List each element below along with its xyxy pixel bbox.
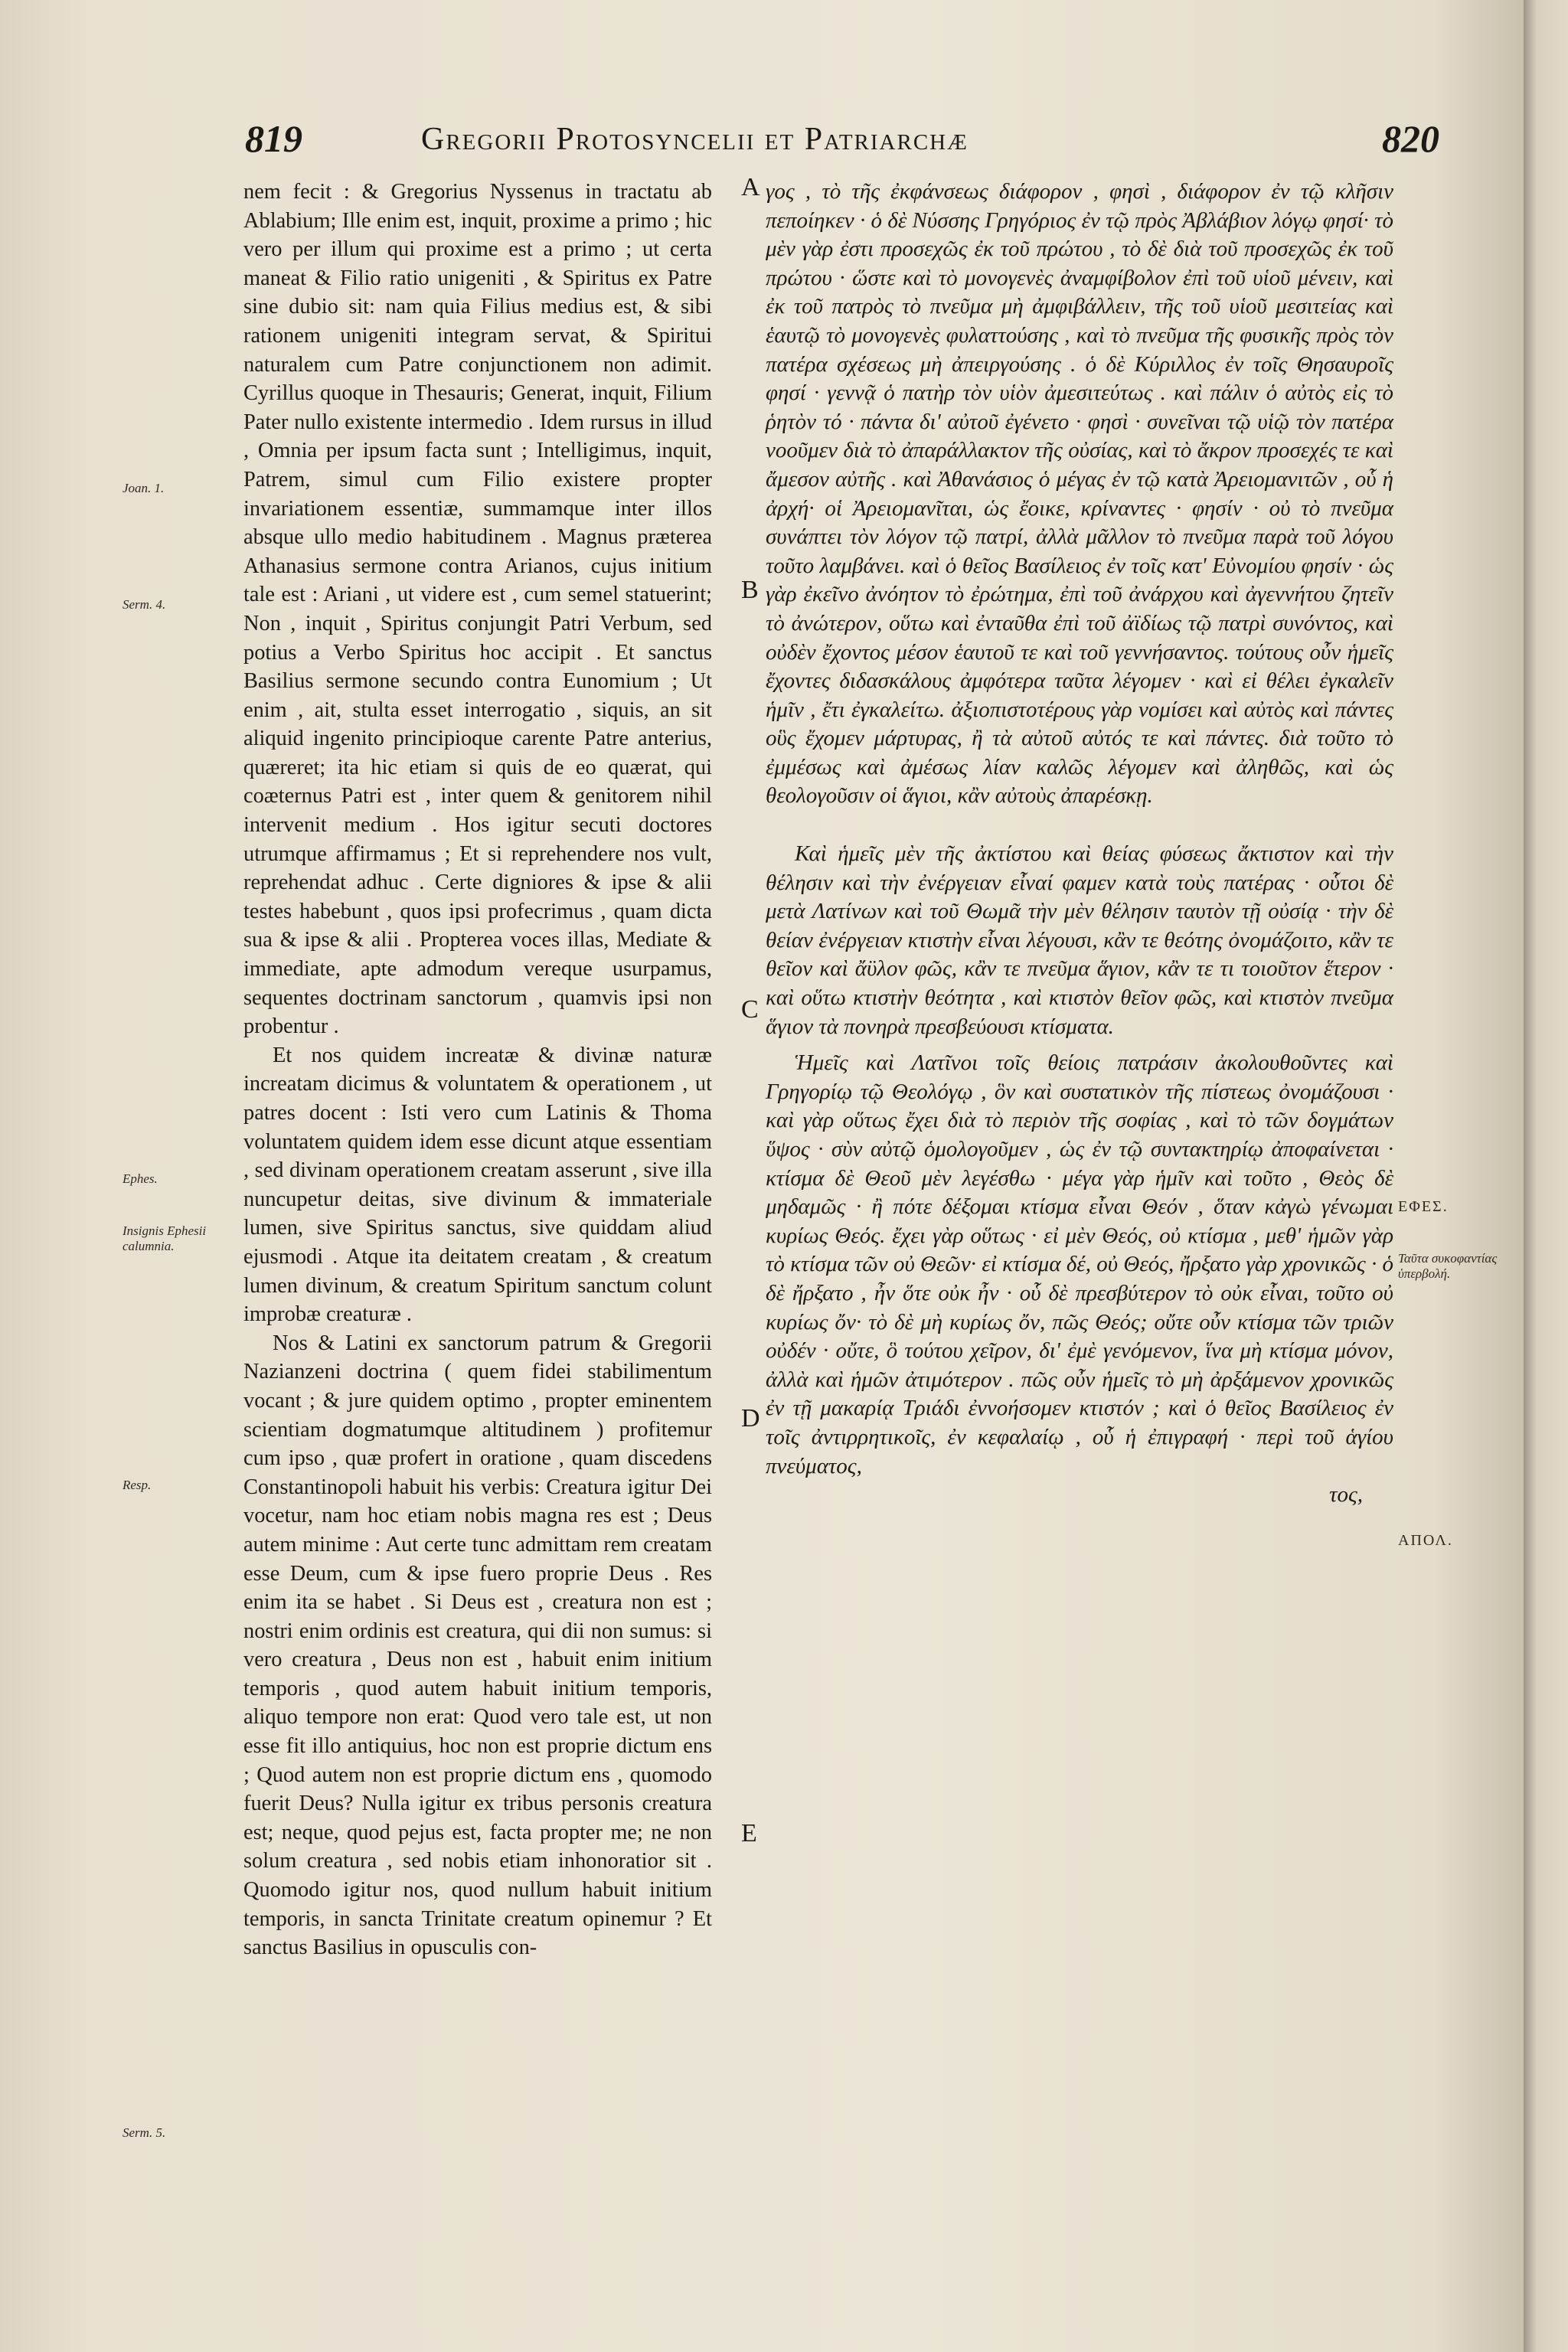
latin-paragraph: Et nos quidem increatæ & divinæ naturæ increatam dicimus & voluntatem & operationem , ut patres docent : Isti vero cum Latinis & Thoma voluntatem quidem idem esse dicunt atque essentiam , sed divinam operationem creatam asserunt , sive illa nuncupetur deitas, sive divinum & immateriale lumen, sive Spiritus sanctus, sive quiddam aliud ejusmodi . Atque ita deitatem creatam , & creatum lumen divinum, & creatum Spiritum sanctum colunt improbæ creaturæ .: [243, 1043, 712, 1327]
latin-column: [243, 178, 712, 1962]
margin-note-resp: Resp.: [122, 1478, 152, 1492]
section-letter-b: B: [741, 576, 759, 604]
section-letter-e: E: [741, 1819, 757, 1847]
margin-note-serm-5: Serm. 5.: [122, 2125, 166, 2140]
section-letter-c: C: [741, 995, 759, 1024]
latin-paragraph: nem fecit : & Gregorius Nyssenus in tractatu ab Ablabium; Ille enim est, inquit, proxime a primo ; hic vero per illum qui proxime est a primo ; ut certa maneat & Filio ratio unigeniti , & Spiritus ex Patre sine dubio sit: nam quia Filius medius est, & sibi rationem unigeniti integram servat, & Spiritui naturalem cum Patre conjunctionem non adimit. Cyrillus quoque in Thesauris; Generat, inquit, Filium Pater nullo existente intermedio . Idem rursus in illud , Omnia per ipsum facta sunt ; Intelligimus, inquit, Patrem, simul cum Filio existere propter invariationem essentiæ, summamque inter illos absque ullo medio habitudinem . Magnus præterea Athanasius sermone contra Arianos, cujus initium tale est : Ariani , ut videre est , cum semel statuerint; Non , inquit , Spiritus conjungit Patri Verbum, sed potius a Verbo Spiritus hoc accipit . Et sanctus Basilius sermone secundo contra Eunomium ; Ut enim , ait, stulta esset interrogatio , siquis, an sit aliquid ingenito principioque carente Patre anterius, quæreret; ita hic etiam si quis de eo quærat, qui coæternus Patri est , inter quem & genitorem nihil intervenit medium . Hos igitur secuti doctores utrumque affirmamus ; Et si reprehendere nos vult, reprehendat adhuc . Certe digniores & ipse & alii testes habebunt , quos ipsi profecrimus , quam dicta sua & ipse & alii . Propterea voces illas, Mediate & immediate, apte admodum vereque usurpamus, sequentes doctrinam sanctorum , quamvis ipsi non probentur .: [243, 180, 712, 1039]
greek-paragraph: Ἡμεῖς καὶ Λατῖνοι τοῖς θείοις πατράσιν ἀκολουθοῦντες καὶ Γρηγορίῳ τῷ Θεολόγῳ , ὃν καὶ συστατικὸν τῆς πίστεως ὀνομάζουσι · καὶ γὰρ οὕτως ἔχει διὰ τὸ περιὸν τῆς σοφίας , καὶ τὸ τῶν δογμάτων ὕψος · σὺν αὐτῷ ὁμολογοῦμεν , ὡς ἐν τῷ συντακτηρίῳ ἀποφαίνεται · κτίσμα δὲ Θεοῦ μὲν λεγέσθω · μέγα γὰρ ἡμῖν καὶ τοῦτο , Θεὸς δὲ μηδαμῶς · ἢ πότε δέξομαι κτίσμα εἶναι Θεόν , ὅταν κἀγὼ γένωμαι κυρίως Θεός. ἔχει γὰρ οὕτως · εἰ μὲν Θεός, οὐ κτίσμα , μεθ' ἡμῶν γὰρ τὸ κτίσμα τῶν οὐ Θεῶν· εἰ κτίσμα δέ, οὐ Θεός, ἤρξατο γὰρ χρονικῶς · ὁ δὲ ἤρξατο , ἦν ὅτε οὐκ ἦν · οὗ δὲ πρεσβύτερον τὸ οὐκ εἶναι, τοῦτο οὐ κυρίως ὄν· τὸ δὲ μὴ κυρίως ὄν, πῶς Θεός; οὔτε οὖν κτίσμα τῶν τριῶν οὐδέν · οὔτε, ὃ τούτου χεῖρον, δι' ἐμὲ γενόμενον, ἵνα μὴ κτίσμα μόνον, ἀλλὰ καὶ ἡμῶν ἀτιμότερον . πῶς οὖν ἡμεῖς τὸ μὴ ἀρξάμενον χρονικῶς ἐν τῇ μακαρίᾳ Τριάδι ἐννοήσομεν κτιστόν ; καὶ ὁ θεῖος Βασίλειος ἐν τοῖς ἀντιρρητικοῖς, ἐν κεφαλαίῳ , οὗ ἡ ἐπιγραφή · περὶ τοῦ ἁγίου πνεύματος,: [766, 1050, 1393, 1478]
margin-note-greek: Ταῦτα συκοφαντίας ὑπερβολή.: [1398, 1251, 1498, 1281]
margin-note-insignis: Insignis Ephesii calumnia.: [122, 1223, 207, 1253]
page-header: [245, 116, 1439, 170]
latin-paragraph: Nos & Latini ex sanctorum patrum & Gregorii Nazianzeni doctrina ( quem fidei stabilimentum vocant ; & jure quidem optimo , propter eminentem scientiam dogmatumque altitudinem ) profitemur cum ipso , quæ profert in oratione , quam discedens Constantinopoli habuit his verbis: Creatura igitur Dei vocetur, nam hoc etiam nobis magna res est ; Deus autem minime : Aut certe tunc admittam rem creatam esse Deum, cum & ipse fuero proprie Deus . Res enim ita se habet . Si Deus est , creatura non est ; nostri enim ordinis est creatura, qui dii non sumus: si vero creatura , Deus non est , habuit enim initium temporis , quod autem habuit initium temporis, aliquo tempore non erat: Quod vero tale est, ut non esse fit illo antiquius, hoc non est proprie dictum ens ; Quod autem non est proprie dictum ens , quomodo fuerit Deus? Nulla igitur ex tribus personis creatura est; neque, quod pejus est, facta propter me; ne non solum creatura , sed nobis etiam inhonoratior sit . Quomodo igitur nos, quod nullum habuit initium temporis, in sancta Trinitate creatum opinemur ? Et sanctus Basilius in opusculis con-: [243, 1331, 712, 1960]
greek-paragraph: Καὶ ἡμεῖς μὲν τῆς ἀκτίστου καὶ θείας φύσεως ἄκτιστον καὶ τὴν θέλησιν καὶ τὴν ἐνέργειαν εἶναί φαμεν κατὰ τοὺς πατέρας · οὗτοι δὲ μετὰ Λατίνων καὶ τοῦ Θωμᾶ τὴν μὲν θέλησιν ταυτὸν τῇ οὐσίᾳ · τὴν δὲ θείαν ἐνέργειαν κτιστὴν εἶναι λέγουσι, κἂν τε θεότης ὀνομάζοιτο, κἂν τε θεῖον καὶ ἄϋλον φῶς, κἂν τε πνεῦμα ἅγιον, κἂν τε τι τοιοῦτον ἕτερον · καὶ οὕτω κτιστὴν θεότητα , καὶ κτιστὸν θεῖον φῶς, καὶ κτιστὸν πνεῦμα ἅγιον τὰ πονηρὰ πρεσβεύουσι κτίσματα.: [766, 841, 1393, 1039]
margin-note-apol: ΑΠΟΛ.: [1398, 1532, 1453, 1549]
margin-note-serm: Serm. 4.: [122, 597, 166, 612]
running-title: Gregorii Protosyncelii et Patriarchæ: [421, 122, 969, 157]
greek-paragraph: γος , τὸ τῆς ἐκφάνσεως διάφορον , φησὶ , διάφορον ἐν τῷ κλῆσιν πεποίηκεν · ὁ δὲ Νύσσης Γρηγόριος ἐν τῷ πρὸς Ἀβλάβιον λόγῳ φησί· τὸ μὲν γὰρ ἐστι προσεχῶς ἐκ τοῦ πρώτου , τὸ δὲ διὰ τοῦ προσεχῶς ἐκ τοῦ πρώτου · ὥστε καὶ τὸ μονογενὲς ἀναμφίβολον ἐπὶ τοῦ υἱοῦ μένειν, καὶ ἐκ τοῦ πατρὸς τὸ πνεῦμα μὴ ἀμφιβάλλειν, τῆς τοῦ υἱοῦ μεσιτείας καὶ ἑαυτῷ τὸ μονογενὲς φυλαττούσης , καὶ τὸ πνεῦμα τῆς φυσικῆς πρὸς τὸν πατέρα σχέσεως μὴ ἀπειργούσης . ὁ δὲ Κύριλλος ἐν τοῖς Θησαυροῖς φησί · γεννᾷ ὁ πατὴρ τὸν υἱὸν ἀμεσιτεύτως . καὶ πάλιν ὁ αὐτὸς εἰς τὸ ῥητὸν τό · πάντα δι' αὐτοῦ ἐγένετο · φησὶ · συνεῖναι τῷ υἱῷ τὸν πατέρα νοοῦμεν διὰ τὸ ἀπαράλλακτον τῆς οὐσίας, καὶ τὸ ἄκρον προσεχές τε καὶ ἄμεσον αὐτῆς . καὶ Ἀθανάσιος ὁ μέγας ἐν τῷ κατὰ Ἀρειομανιτῶν , οὗ ἡ ἀρχή· οἱ Ἀρειομανῖται, ὡς ἔοικε, κρίναντες · φησίν · οὐ τὸ πνεῦμα συνάπτει τὸν λόγον τῷ πατρί, ἀλλὰ μᾶλλον τὸ πνεῦμα παρὰ τοῦ λόγου τοῦτο λαμβάνει. καὶ ὁ θεῖος Βασίλειος ἐν τοῖς κατ' Εὐνομίου φησίν · ὡς γὰρ ἐκεῖνο ἀνόητον τὸ ἐρώτημα, ἐπὶ τοῦ ἀνάρχου καὶ ἀγεννήτου ζητεῖν τὸ ἀνώτερον, οὕτω καὶ ἐνταῦθα ἐπὶ τοῦ ἀϊδίως τῷ πατρὶ συνόντος, καὶ οὐδὲν ἔχοντος μέσον ἑαυτοῦ τε καὶ τοῦ γεννήσαντος. τούτους οὖν ἡμεῖς ἔχοντες διδασκάλους ἀμφότερα ταῦτα λέγομεν · καὶ εἰ θέλει ἐγκαλεῖν ἡμῖν , ἔτι ἐγκαλείτω. ἀξιοπιστοτέρους γὰρ νομίσει καὶ αὐτὸς καὶ πάντες οὓς ἔχομεν μάρτυρας, ἢ τὰ αὐτοῦ αὐτός τε καὶ πάντες. διὰ τοῦτο τὸ ἐμμέσως καὶ ἀμέσως λίαν καλῶς λέγομεν καὶ ἀληθῶς, καὶ ὡς θεολογοῦσιν οἱ ἅγιοι, κἂν αὐτοὺς ἀπαρέσκῃ.: [766, 179, 1393, 808]
page-number-right: 820: [1382, 117, 1439, 160]
section-letter-a: A: [741, 173, 760, 201]
page-number-left: 819: [245, 117, 302, 160]
margin-note-joan: Joan. 1.: [122, 481, 165, 495]
margin-note-ephes-greek: ΕΦΕΣ.: [1398, 1198, 1449, 1215]
section-letter-d: D: [741, 1404, 760, 1432]
next-page-edge: [1524, 0, 1568, 2352]
greek-column: [766, 178, 1393, 1510]
margin-note-ephes: Ephes.: [122, 1171, 158, 1186]
catchword: τος,: [1329, 1482, 1363, 1508]
